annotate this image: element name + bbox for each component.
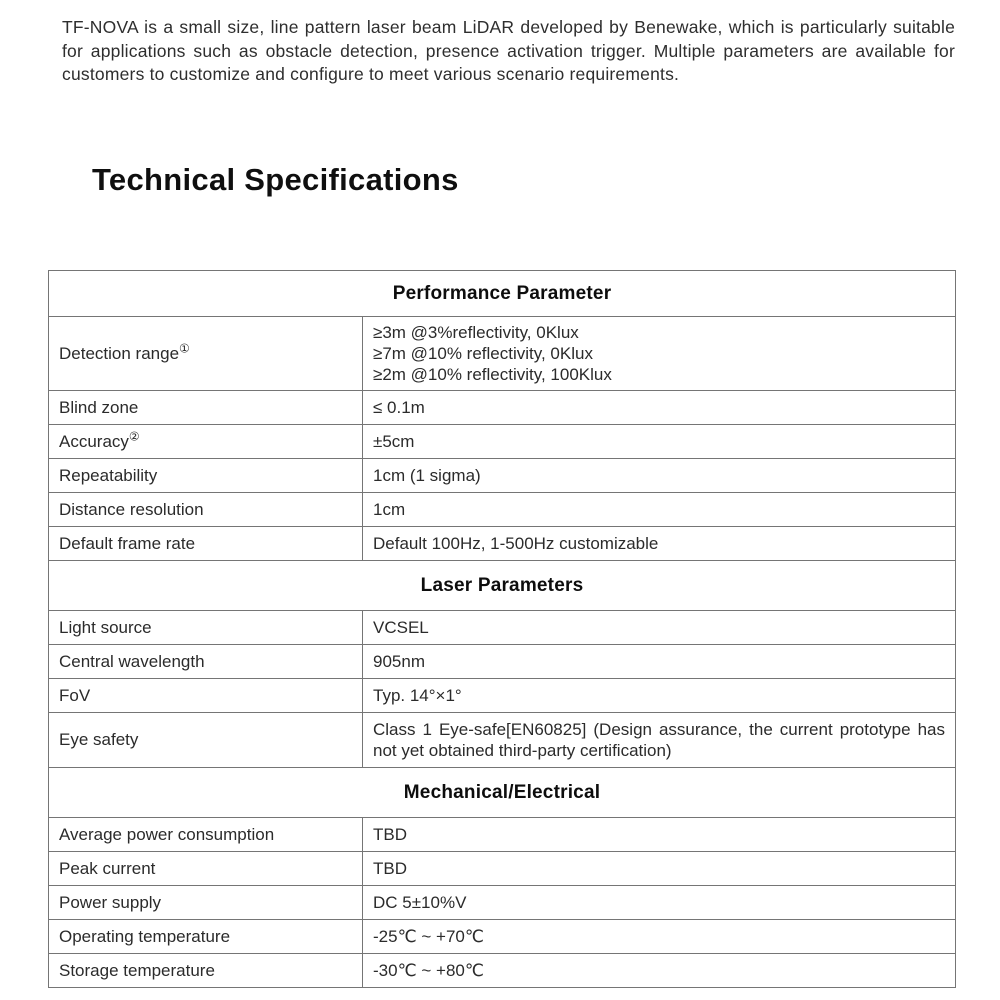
spec-value-cell <box>363 317 956 391</box>
spec-value: 1cm (1 sigma) <box>373 466 481 485</box>
spec-label-cell <box>49 713 363 768</box>
spec-value: 905nm <box>373 652 425 671</box>
spec-label-cell <box>49 527 363 561</box>
spec-value-cell <box>363 493 956 527</box>
table-row <box>49 713 956 768</box>
spec-value: ≥7m @10% reflectivity, 0Klux <box>373 344 593 363</box>
spec-label-cell <box>49 645 363 679</box>
spec-value: ≥3m @3%reflectivity, 0Klux <box>373 323 579 342</box>
table-row <box>49 679 956 713</box>
table-row <box>49 493 956 527</box>
spec-label-cell <box>49 818 363 852</box>
spec-value: DC 5±10%V <box>373 893 467 912</box>
spec-label-cell <box>49 391 363 425</box>
spec-label: Power supply <box>59 892 162 912</box>
spec-value-cell <box>363 527 956 561</box>
spec-label-cell <box>49 852 363 886</box>
spec-label: Storage temperature <box>59 960 215 980</box>
spec-value: TBD <box>373 825 407 844</box>
spec-label-cell <box>49 459 363 493</box>
section-title: Performance Parameter <box>49 271 956 317</box>
section-header-row <box>49 271 956 317</box>
table-row <box>49 852 956 886</box>
spec-label-cell <box>49 317 363 391</box>
table-row <box>49 611 956 645</box>
spec-value: -30℃ ~ +80℃ <box>373 961 484 980</box>
spec-label-cell <box>49 886 363 920</box>
section-header-row <box>49 768 956 818</box>
intro-paragraph: TF-NOVA is a small size, line pattern laser beam LiDAR developed by Benewake, which is particularly suitable for applications such as obstacle detection, presence activation trigger. Multiple parameters are available for customers to customize and configure to meet various scenario requirements. <box>62 17 955 84</box>
spec-label: Peak current <box>59 858 156 878</box>
spec-label-cell <box>49 425 363 459</box>
spec-value-cell <box>363 886 956 920</box>
spec-label-cell <box>49 493 363 527</box>
spec-label: Light source <box>59 617 152 637</box>
spec-label-cell <box>49 920 363 954</box>
table-row <box>49 954 956 988</box>
spec-label: Distance resolution <box>59 499 204 519</box>
spec-label: FoV <box>59 685 91 705</box>
spec-label: Average power consumption <box>59 824 275 844</box>
table-row <box>49 886 956 920</box>
spec-value-cell <box>363 818 956 852</box>
spec-value-cell <box>363 954 956 988</box>
spec-label-cell <box>49 611 363 645</box>
spec-value: TBD <box>373 859 407 878</box>
page-title: Technical Specifications <box>92 162 459 197</box>
table-row <box>49 920 956 954</box>
spec-label-cell <box>49 954 363 988</box>
spec-value: -25℃ ~ +70℃ <box>373 927 484 946</box>
spec-label: Central wavelength <box>59 651 205 671</box>
spec-value-cell <box>363 679 956 713</box>
spec-value-cell <box>363 459 956 493</box>
footnote-marker: ② <box>128 428 140 443</box>
spec-value: ≥2m @10% reflectivity, 100Klux <box>373 365 612 384</box>
spec-value: VCSEL <box>373 618 429 637</box>
table-row <box>49 425 956 459</box>
spec-value-cell: Class 1 Eye-safe[EN60825] (Design assurance, the current prototype has not yet obtained third-party certification) <box>363 713 956 768</box>
spec-label-cell <box>49 679 363 713</box>
spec-label: Default frame rate <box>59 533 196 553</box>
spec-label: Operating temperature <box>59 926 231 946</box>
section-header-row <box>49 561 956 611</box>
spec-value-cell <box>363 920 956 954</box>
spec-table <box>48 270 956 988</box>
section-title: Laser Parameters <box>49 561 956 611</box>
spec-value-cell <box>363 645 956 679</box>
spec-value: 1cm <box>373 500 406 519</box>
spec-value: ≤ 0.1m <box>373 398 425 417</box>
table-row <box>49 317 956 391</box>
spec-value-cell <box>363 852 956 886</box>
table-row <box>49 818 956 852</box>
spec-label: Detection range <box>59 343 180 363</box>
spec-value: Default 100Hz, 1-500Hz customizable <box>373 534 659 553</box>
spec-value-cell <box>363 425 956 459</box>
spec-label: Eye safety <box>59 730 139 749</box>
spec-value: Typ. 14°×1° <box>373 686 462 705</box>
spec-label: Blind zone <box>59 397 139 417</box>
footnote-marker: ① <box>179 340 190 355</box>
table-row <box>49 391 956 425</box>
table-row <box>49 645 956 679</box>
spec-value-cell <box>363 391 956 425</box>
spec-label: Accuracy <box>59 431 129 451</box>
spec-value-cell <box>363 611 956 645</box>
table-row <box>49 527 956 561</box>
table-row <box>49 459 956 493</box>
spec-label: Repeatability <box>59 465 158 485</box>
spec-value: ±5cm <box>373 432 415 451</box>
section-title: Mechanical/Electrical <box>49 768 956 818</box>
